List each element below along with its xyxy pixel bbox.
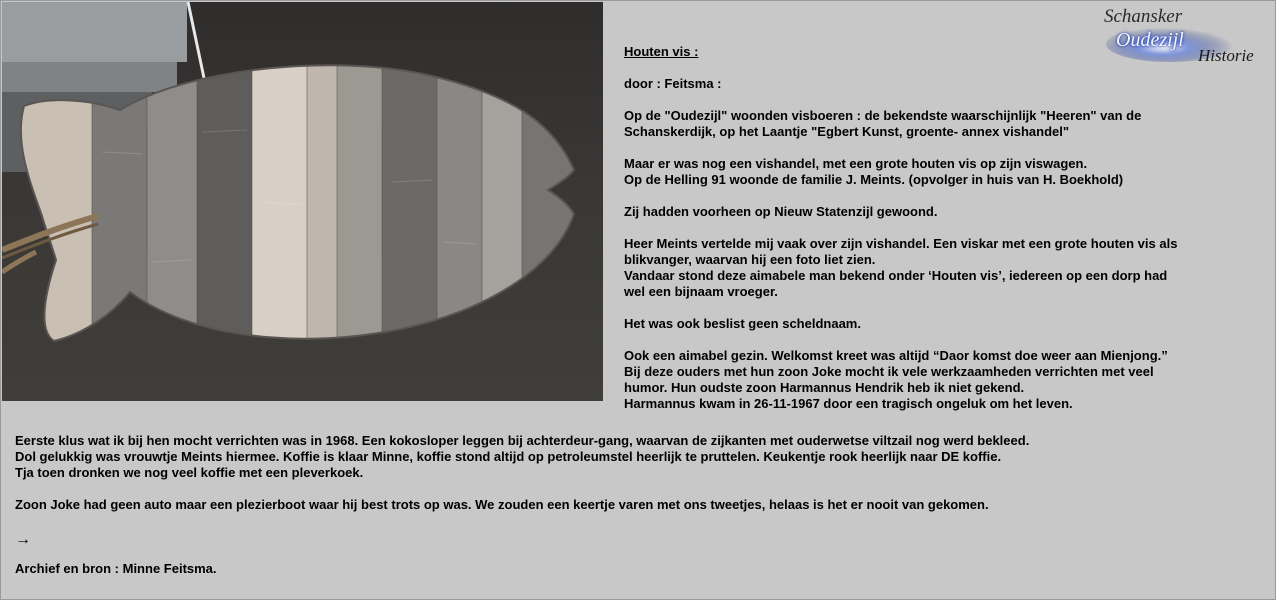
- paragraph-line: Op de Helling 91 woonde de familie J. Meints. (opvolger in huis van H. Boekhold): [624, 172, 1124, 187]
- right-arrow-icon: →: [15, 531, 31, 548]
- paragraph-line: blikvanger, waarvan hij een foto liet zien.: [624, 252, 876, 267]
- paragraph-line: wel een bijnaam vroeger.: [624, 284, 778, 299]
- article-bottom-section: [15, 433, 1265, 577]
- paragraph-line: Harmannus kwam in 26-11-1967 door een tragisch ongeluk om het leven.: [624, 396, 1073, 411]
- paragraph-line: Eerste klus wat ik bij hen mocht verrichten was in 1968. Een kokosloper leggen bij achterdeur-gang, waarvan de zijkanten met ouderwetse viltzail nog werd bekleed.: [15, 433, 1030, 448]
- paragraph-line: Ook een aimabel gezin. Welkomst kreet was altijd “Daor komst doe weer aan Mienjong.”: [624, 348, 1168, 363]
- logo-text-schansker: Schansker: [1104, 6, 1183, 27]
- paragraph-line: Maar er was nog een vishandel, met een grote houten vis op zijn viswagen.: [624, 156, 1088, 171]
- paragraph-line: Zoon Joke had geen auto maar een plezierboot waar hij best trots op was. We zouden een keertje varen met ons tweetjes, helaas is het er nooit van gekomen.: [15, 497, 989, 512]
- paragraph-line: Op de "Oudezijl" woonden visboeren : de bekendste waarschijnlijk "Heeren" van de: [624, 108, 1142, 123]
- wooden-fish-photo: [2, 2, 603, 401]
- article-title: Houten vis :: [624, 44, 699, 59]
- paragraph-line: Bij deze ouders met hun zoon Joke mocht ik vele werkzaamheden verrichten met veel: [624, 364, 1154, 379]
- article-right-column: [624, 44, 1269, 412]
- article-author: door : Feitsma :: [624, 76, 722, 91]
- paragraph-line: Schanskerdijk, op het Laantje "Egbert Kunst, groente- annex vishandel": [624, 124, 1070, 139]
- article-source: Archief en bron : Minne Feitsma.: [15, 561, 217, 576]
- paragraph-line: Heer Meints vertelde mij vaak over zijn vishandel. Een viskar met een grote houten vis als: [624, 236, 1178, 251]
- logo-text-historie: Historie: [1198, 46, 1254, 65]
- paragraph-line: Het was ook beslist geen scheldnaam.: [624, 316, 861, 331]
- paragraph-line: Vandaar stond deze aimabele man bekend onder ‘Houten vis’, iedereen op een dorp had: [624, 268, 1168, 283]
- paragraph-line: Zij hadden voorheen op Nieuw Statenzijl gewoond.: [624, 204, 938, 219]
- paragraph-line: Tja toen dronken we nog veel koffie met een pleverkoek.: [15, 465, 364, 480]
- logo-text-oudezijl: Oudezijl: [1116, 29, 1184, 51]
- paragraph-line: Dol gelukkig was vrouwtje Meints hiermee. Koffie is klaar Minne, koffie stond altijd op petroleumstel heerlijk te pruttelen. Keukentje rook heerlijk naar DE koffie.: [15, 449, 1002, 464]
- paragraph-line: humor. Hun oudste zoon Harmannus Hendrik heb ik niet gekend.: [624, 380, 1025, 395]
